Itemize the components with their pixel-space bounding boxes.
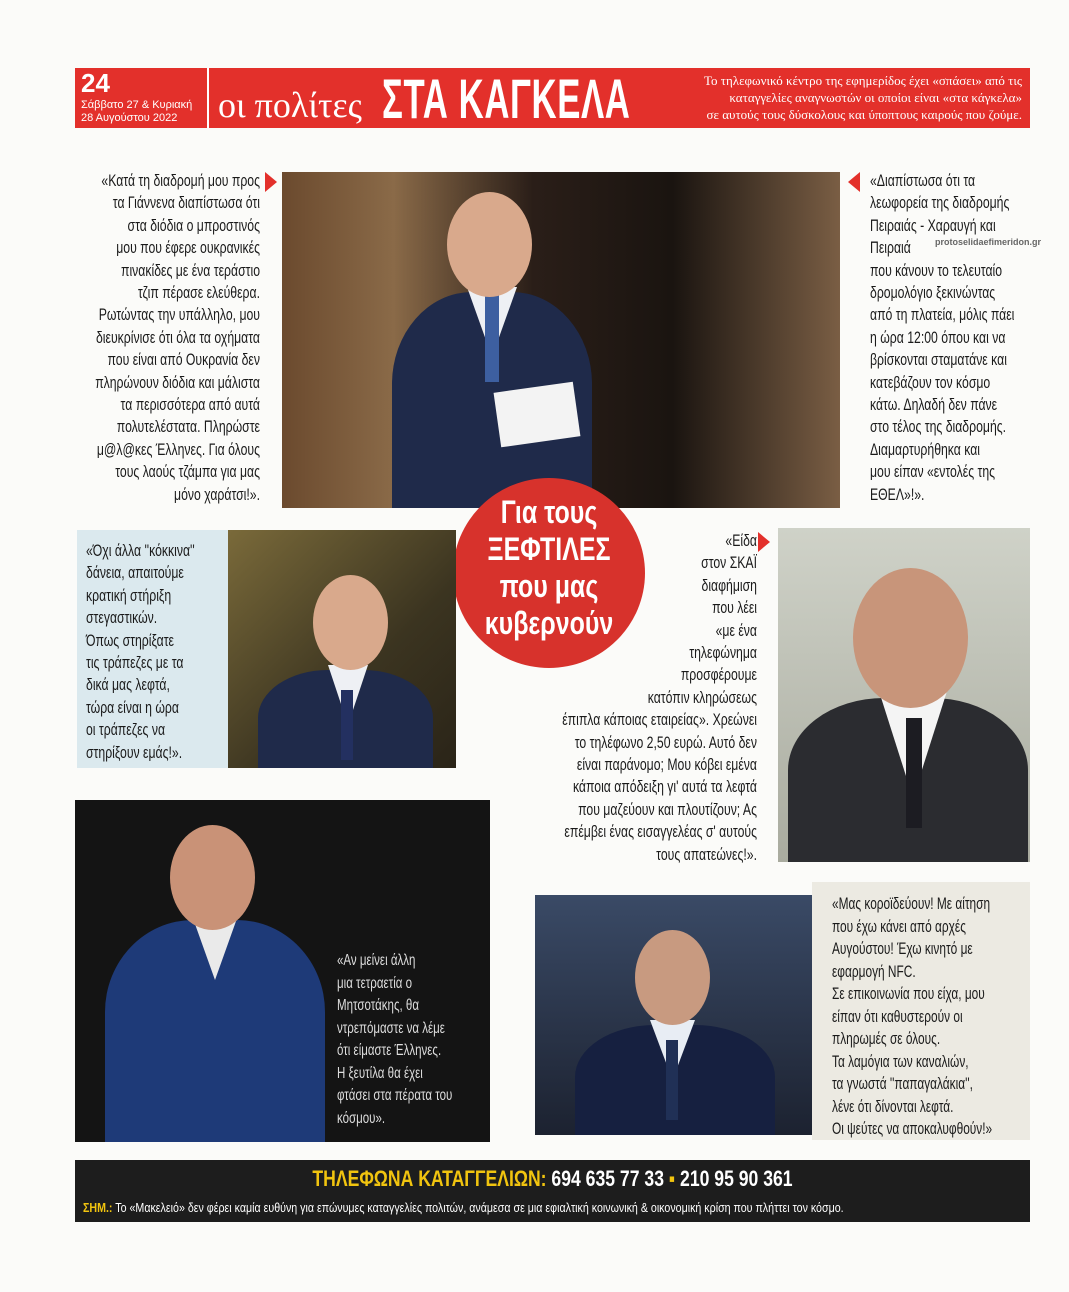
reader-quote-buses: «Διαπίστωσα ότι τα λεωφορεία της διαδρομής Πειραιάς - Χαραυγή και Πειραιά που κάνουν το τελευταίο δρομολόγιο ξεκινώντας από τη πλατεία, μόλις πάει η ώρα 12:00 όπου και να βρίσκονται σταματάνε και κατεβάζουν τον κόσμο κάτω. Δηλαδή δεν πάνε στο τέλος της διαδρομής. Διαμαρτυρήθηκα και μου είπαν «εντολές της ΕΘΕΛ»!». [870, 171, 1015, 504]
disclaimer-label: ΣΗΜ.: [83, 1200, 113, 1215]
issue-date: Σάββατο 27 & Κυριακή 28 Αυγούστου 2022 [81, 99, 193, 124]
photo-politician-minister [535, 895, 812, 1135]
arrow-right-icon [758, 532, 770, 552]
phone-number-mobile: 694 635 77 33 [551, 1166, 664, 1191]
arrow-right-icon [265, 172, 277, 192]
disclaimer [83, 1200, 844, 1215]
photo-politician-parliament [282, 172, 840, 508]
phone-number-landline: 210 95 90 361 [680, 1166, 793, 1191]
watermark: protoselidaefimeridon.gr [935, 237, 1042, 247]
disclaimer-text: Το «Μακελειό» δεν φέρει καμία ευθύνη για επώνυμες καταγγελίες πολιτών, ανάμεσα σε μια εφιαλτική κοινωνική & οικονομική κρίση που πλήττει τον κόσμο. [115, 1200, 844, 1215]
arrow-left-icon [848, 172, 860, 192]
complaint-phones [171, 1166, 935, 1192]
page-number: 24 [81, 68, 110, 98]
reader-quote-skai-ad: «Είδα στον ΣΚΑΪ διαφήμιση που λέει «με ένα τηλεφώνημα προσφέρουμε κατόπιν κληρώσεως έπιπλα κάποιας εταιρείας». Χρεώνει το τηλέφωνο 2,50 ευρώ. Αυτό δεν είναι παράνομο; Μου κόβει εμένα κάποια απόδειξη γι' αυτά τα λεφτά που μαζεύουν και πλουτίζουν; Ας επέμβει ένας εισαγγελέας σ' αυτούς τους απατεώνες!». [562, 531, 757, 864]
section-title: ΣΤΑ ΚΑΓΚΕΛΑ [382, 67, 631, 130]
headline: Για τους ΞΕΦΤΙΛΕΣ που μας κυβερνούν [484, 494, 614, 641]
phones-label: ΤΗΛΕΦΩΝΑ ΚΑΤΑΓΓΕΛΙΩΝ: [312, 1166, 547, 1191]
reader-quote-mitsotakis: «Αν μείνει άλλη μια τετραετία ο Μητσοτάκης, θα ντρεπόμαστε να λέμε ότι είμαστε Έλληνες. Η ξευτίλα θα έχει φτάσει στα πέρατα του κόσμου». [337, 952, 453, 1127]
section-prefix: οι πολίτες [218, 85, 362, 125]
section-intro: Το τηλεφωνικό κέντρο της εφημερίδος έχει «σπάσει» από τις καταγγελίες αναγνωστών οι οποίοι είναι «στα κάγκελα» σε αυτούς τους δύσκολους και ύποπτους καιρούς που ζούμε. [703, 73, 1022, 122]
complaints-footer [75, 1160, 1030, 1222]
photo-bald-man-sunglasses [778, 528, 1030, 862]
section-header [75, 68, 1030, 128]
reader-quote-nfc: «Μας κοροϊδεύουν! Με αίτηση που έχω κάνει από αρχές Αυγούστου! Έχω κινητό με εφαρμογή NFC. Σε επικοινωνία που είχα, μου είπαν ότι καθυστερούν οι πληρωμές σε όλους. Τα λαμόγια των καναλιών, τα γνωστά ''παπαγαλάκια'', λένε ότι δίνονται λεφτά. Οι ψεύτες να αποκαλυφθούν!» [832, 895, 993, 1138]
page-info [75, 68, 209, 128]
reader-quote-tolls: «Κατά τη διαδρομή μου προς τα Γιάννενα διαπίστωσα ότι στα διόδια ο μπροστινός μου που έφερε ουκρανικές πινακίδες με ένα τεράστιο τζιπ πέρασε ελεύθερα. Ρωτώντας την υπάλληλο, μου διευκρίνισε ότι όλα τα οχήματα που είναι από Ουκρανία δεν πληρώνουν διόδια και μάλιστα τα περισσότερα από αυτά πολυτελέστατα. Πληρώστε μ@λ@κες Έλληνες. Για όλους τους λαούς τζάμπα για μας μόνο χαράτσι!». [95, 171, 260, 504]
separator-icon: ▪ [668, 1166, 676, 1191]
photo-politician-glasses [228, 530, 456, 768]
reader-quote-loans: «Όχι άλλα ''κόκκινα'' δάνεια, απαιτούμε κρατική στήριξη στεγαστικών. Όπως στηρίξατε τις τράπεζες με τα δικά μας λεφτά, τώρα είναι η ώρα οι τράπεζες να στηρίξουν εμάς!». [86, 541, 195, 762]
